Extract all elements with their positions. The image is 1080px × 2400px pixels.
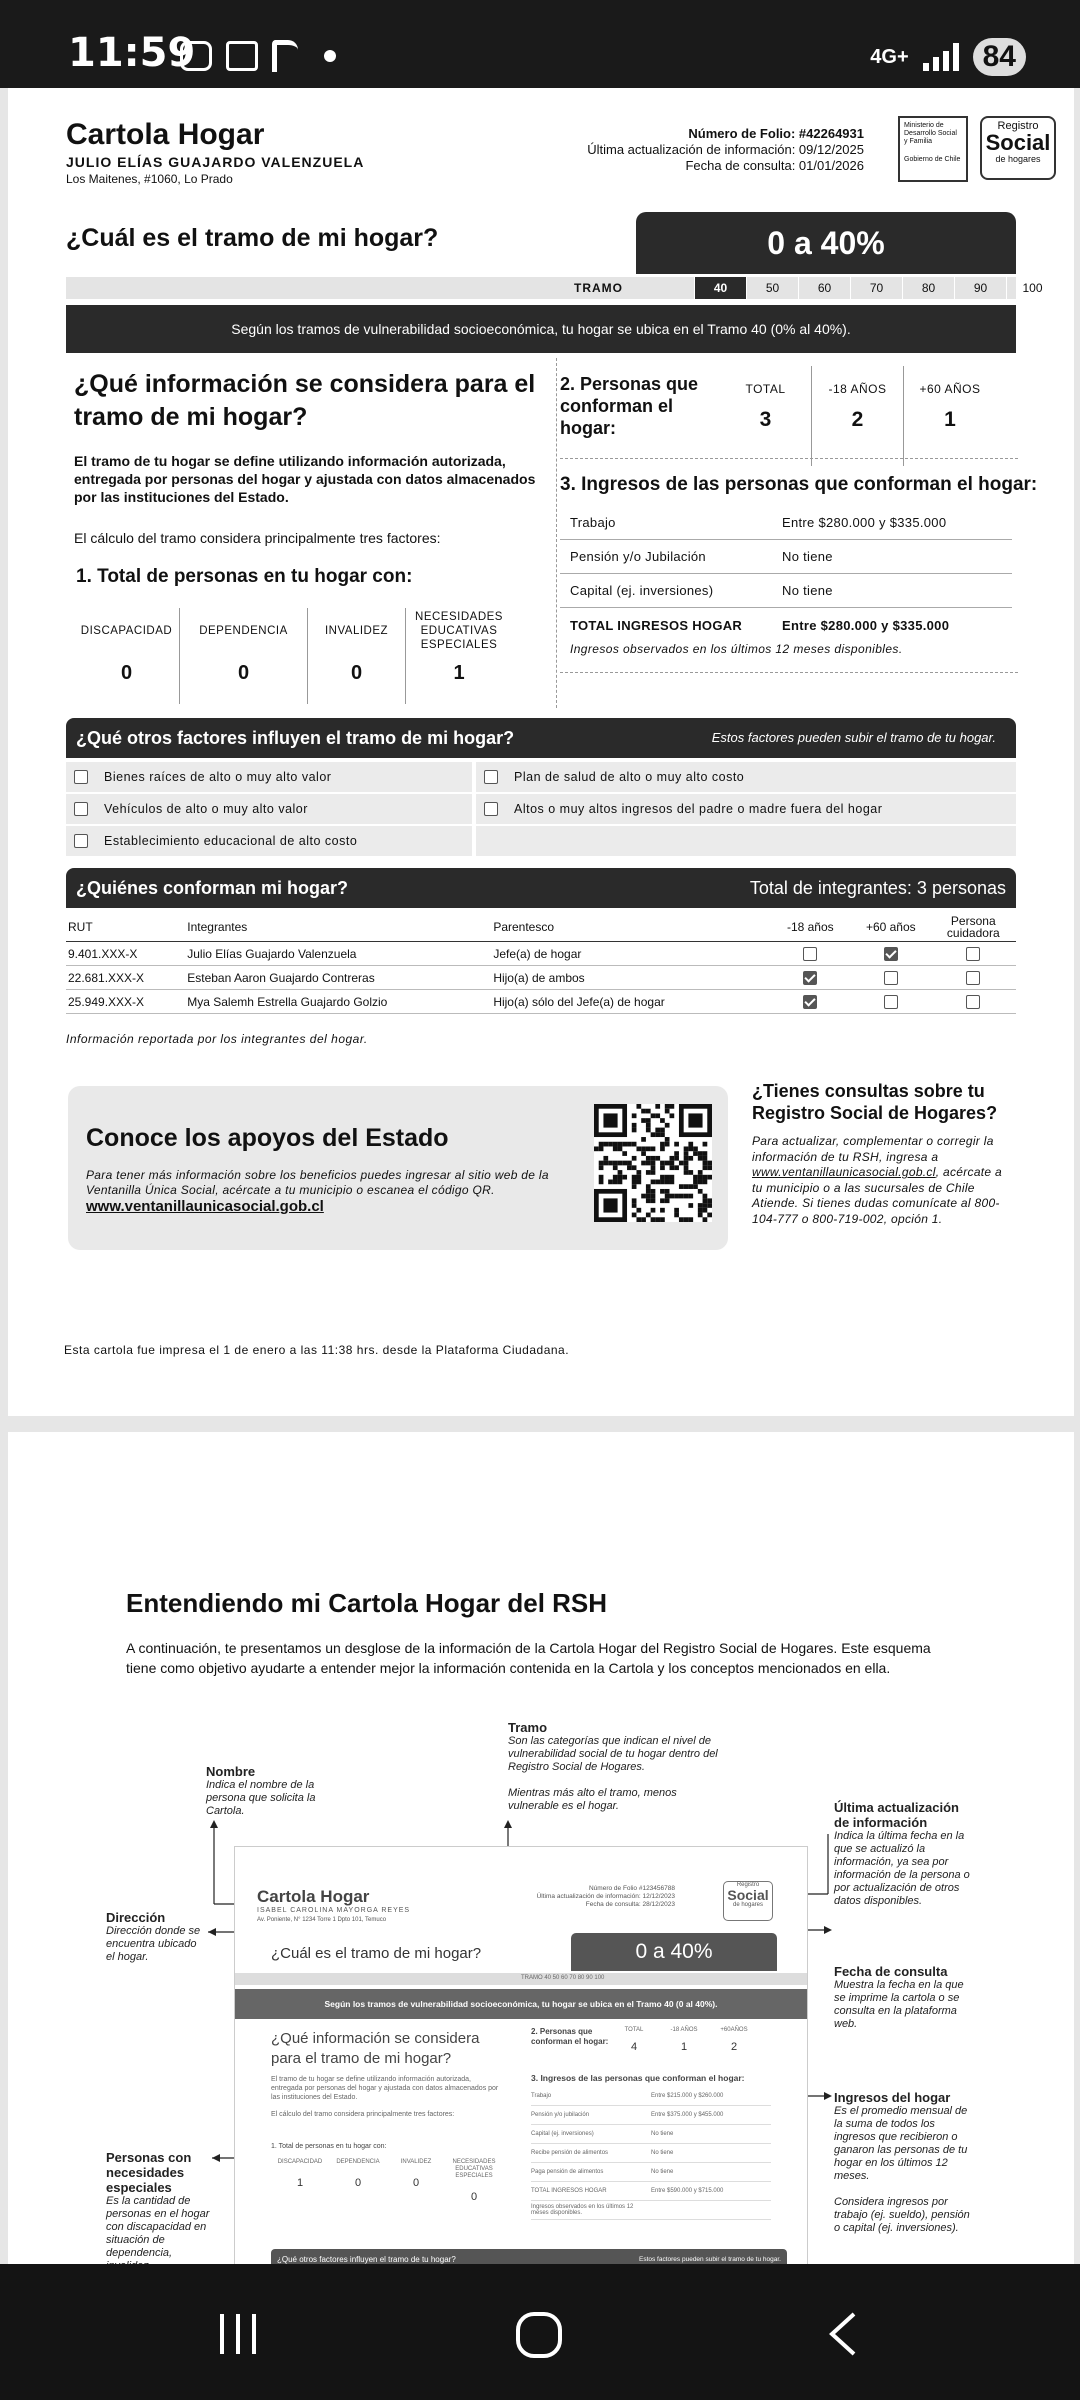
members-table-head [66, 912, 1016, 942]
personas-column: -18 AÑOS 2 [812, 366, 904, 466]
tramo-label: TRAMO [574, 281, 623, 295]
members-column-header: -18 años [786, 919, 834, 934]
example-ingreso-row: Paga pensión de alimentos No tiene [531, 2163, 771, 2182]
personas-heading: 2. Personas que conforman el hogar: [560, 374, 699, 438]
battery-level: 84 [973, 38, 1026, 76]
guide-intro: A continuación, te presentamos un desglose de la información de la Cartola Hogar del Registro Social de Hogares. Este esquema tiene como objetivo ayudarte a entender mejor la información contenida en la Cartola y los conceptos mencionados en ella. [126, 1640, 931, 1676]
back-button[interactable] [824, 2310, 864, 2358]
more-notifications-dot [324, 50, 336, 62]
example-cartola: Cartola Hogar ISABEL CAROLINA MAYORGA REYES Av. Poniente, N° 1234 Torre 1 Dpto 101, Temuco Número de Folio #123456788 Última actualización de información: 12/12/2023 Fecha de consulta: 28/12/2023 Registro Social de hogares ¿Cuál es el tramo de mi hogar? 0 a 40% TRAMO 40 50 60 70 80 90 100 Según los tramos de vulnerabilidad socioeconómica, tu hogar se ubica en el Tramo 40 (0 al 40%). ¿Qué información se considera para el tramo de mi hogar? El tramo de tu hogar se define utilizando información autorizada, entregada por personas del hogar y ajustada con datos almacenados por las instituciones del Estado. El cálculo del tramo considera principalmente tres factores: 1. Total de personas en tu hogar con: DISCAPACIDAD 1 DEPENDENCIA 0 INVALIDEZ 0 NECESIDADES EDUCATIVAS ESPECIALES 0 2. Personas que conforman el hogar: TOTAL 4 -18 AÑOS 1 +60AÑOS 2 3. Ingresos de las personas que conforman el hogar: Trabajo Entre $215.000 y $260.000 Pensión y/o jubilación Entre $375.000 y $455.000 Capital (ej. inversiones) No tiene Recibe pensión de alimentos No tiene Paga pensión de alimentos No tiene TOTAL INGRESOS HOGAR Entre $590.000 y $715.000 Ingresos observados en los últimos 12 meses disponibles. ¿Qué otros factores influyen el tramo de tu hogar? Estos factores pueden subir el tramo de tu hogar. [234, 1846, 808, 2276]
consultas-box [752, 1080, 1012, 1227]
checkbox [803, 995, 817, 1009]
logos [898, 116, 1056, 182]
signal-icon [923, 43, 959, 71]
example-ingreso-row: Pensión y/o jubilación Entre $375.000 y $455.000 [531, 2106, 771, 2125]
personas-column: +60 AÑOS 1 [919, 382, 981, 431]
members-header: ¿Quiénes conforman mi hogar? Total de integrantes: 3 personas [66, 868, 1016, 908]
consult-date: Fecha de consulta: 01/01/2026 [685, 158, 864, 173]
printed-note: Esta cartola fue impresa el 1 de enero a las 11:38 hrs. desde la Plataforma Ciudadana. [64, 1343, 570, 1357]
checkbox [966, 995, 980, 1009]
folio-number: Número de Folio: #42264931 [688, 126, 864, 141]
ingresos-row: Capital (ej. inversiones) No tiene [560, 574, 1012, 608]
otros-factors [66, 762, 1016, 858]
ingresos-heading: 3. Ingresos de las personas que conforman el hogar: [560, 474, 1038, 495]
factor-bienes: Bienes raíces de alto o muy alto valor [66, 762, 472, 792]
tramo-cells [694, 277, 1058, 299]
tramo-value: 0 a 40% [636, 212, 1016, 274]
factor-educacional: Establecimiento educacional de alto costo [66, 826, 472, 856]
table-row: 25.949.XXX-X Mya Salemh Estrella Guajardo Golzio Hijo(a) sólo del Jefe(a) de hogar [66, 990, 1016, 1014]
tiktok-icon [272, 40, 298, 72]
example-ingreso-row: Ingresos observados en los últimos 12 meses disponibles. [531, 2201, 771, 2220]
checkbox [884, 947, 898, 961]
tramo-banner: Según los tramos de vulnerabilidad socioeconómica, tu hogar se ubica en el Tramo 40 (0% al 40%). [66, 305, 1016, 353]
consultas-text: Para actualizar, complementar o corregir la información de tu RSH, ingresa a www.ventanillaunicasocial.gob.cl, acércate a tu municipio o a las sucursales de Chile Atiende. Si tienes dudas comunícate al 800-104-777 o 800-719-002, opción 1. [752, 1134, 1003, 1226]
example-factor: NECESIDADES EDUCATIVAS ESPECIALES 0 [452, 2159, 496, 2203]
ann-tramo: Tramo Son las categorías que indican el nivel de vulnerabilidad social de tu hogar dentro del Registro Social de Hogares. Mientras más alto el tramo, menos vulnerable es el hogar. [508, 1720, 718, 1812]
gov-logo: Ministerio de Desarrollo Social y Familia Gobierno de Chile [898, 116, 968, 182]
members-table [66, 912, 1016, 1014]
tramo-scale [66, 277, 1043, 299]
checkbox [966, 947, 980, 961]
rsh-logo: Registro Social de hogares [980, 116, 1056, 180]
consultas-link[interactable]: www.ventanillaunicasocial.gob.cl [752, 1165, 936, 1179]
status-bar [0, 0, 1080, 88]
example-ingreso-row: Capital (ej. inversiones) No tiene [531, 2125, 771, 2144]
ann-ingresos: Ingresos del hogar Es el promedio mensual de la suma de todos los ingresos que recibieron o ganaron las personas de tu hogar en los últimos 12 meses. Considera ingresos por trabajo (ej. sueldo), pensión o capital (ej. inversiones). [834, 2090, 970, 2234]
example-personas: +60AÑOS 2 [720, 2027, 748, 2053]
folio-info [587, 126, 864, 174]
checkbox [803, 947, 817, 961]
navigation-bar [0, 2264, 1080, 2400]
ingresos-row: Pensión y/o Jubilación No tiene [560, 540, 1012, 574]
tramo-cell: 70 [850, 277, 902, 299]
ann-nombre: Nombre Indica el nombre de la persona que solicita la Cartola. [206, 1764, 316, 1817]
holder-address: Los Maitenes, #1060, Lo Prado [66, 172, 233, 186]
tramo-question: ¿Cuál es el tramo de mi hogar? [66, 224, 439, 252]
status-time: 11:59 [68, 30, 196, 76]
tramo-cell: 60 [798, 277, 850, 299]
ann-personas: Personas con necesidades especiales Es la cantidad de personas en el hogar con discapacidad en situación de dependencia, [106, 2150, 210, 2259]
checkbox [803, 971, 817, 985]
example-personas: -18 AÑOS 1 [670, 2027, 698, 2053]
tramo-cell: 40 [694, 277, 746, 299]
table-row: 9.401.XXX-X Julio Elías Guajardo Valenzuela Jefe(a) de hogar [66, 942, 1016, 966]
personas-table [720, 366, 996, 466]
example-factor: DISCAPACIDAD 1 [277, 2159, 323, 2189]
recent-apps-button[interactable] [214, 2310, 262, 2358]
factor-vehiculos: Vehículos de alto o muy alto valor [66, 794, 472, 824]
guide-title: Entendiendo mi Cartola Hogar del RSH [126, 1588, 608, 1618]
members-column-header: Persona cuidadora [946, 913, 1000, 940]
total-heading: 1. Total de personas en tu hogar con: [76, 566, 413, 587]
tramo-cell: 100 [1006, 277, 1058, 299]
otros-header: ¿Qué otros factores influyen el tramo de mi hogar? Estos factores pueden subir el tramo de tu hogar. [66, 718, 1016, 758]
example-personas: TOTAL 4 [624, 2027, 644, 2053]
example-ingreso-row: Recibe pensión de alimentos No tiene [531, 2144, 771, 2163]
instagram-icon [180, 41, 212, 71]
apoyos-box [68, 1086, 728, 1250]
tramo-cell: 50 [746, 277, 798, 299]
factor-salud: Plan de salud de alto o muy alto costo [476, 762, 1016, 792]
members-note: Información reportada por los integrantes del hogar. [66, 1032, 368, 1046]
apoyos-text: Para tener más información sobre los beneficios puedes ingresar al sitio web de la Ventanilla Única Social, acércate a tu municipio o escanea el código QR. [86, 1168, 549, 1197]
home-button[interactable] [514, 2310, 566, 2362]
info-text: El tramo de tu hogar se define utilizando información autorizada, entregada por personas del hogar y ajustada con datos almacenados por las instituciones del Estado. [74, 453, 536, 505]
tramo-cell: 90 [954, 277, 1006, 299]
table-row: 22.681.XXX-X Esteban Aaron Guajardo Contreras Hijo(a) de ambos [66, 966, 1016, 990]
example-folio: Número de Folio #123456788 Última actualización de información: 12/12/2023 Fecha de consulta: 28/12/2023 [536, 1885, 675, 1908]
example-rsh-logo: Registro Social de hogares [723, 1881, 773, 1921]
factor-column: INVALIDEZ 0 [308, 608, 406, 704]
cartola-page [8, 88, 1074, 1416]
apoyos-link[interactable]: www.ventanillaunicasocial.gob.cl [86, 1198, 324, 1215]
ann-direccion: Dirección Dirección donde se encuentra ubicado el hogar. [106, 1910, 201, 1963]
ingresos-table [560, 506, 1012, 656]
calc-text: El cálculo del tramo considera principalmente tres factores: [74, 530, 441, 546]
factor-ingresos-padres: Altos o muy altos ingresos del padre o madre fuera del hogar [476, 794, 1016, 824]
example-factor: INVALIDEZ 0 [400, 2159, 432, 2189]
example-ingreso-row: Trabajo Entre $215.000 y $260.000 [531, 2087, 771, 2106]
example-factor: DEPENDENCIA 0 [336, 2159, 380, 2189]
apoyos-heading: Conoce los apoyos del Estado [86, 1124, 449, 1152]
members-column-header: Integrantes [187, 919, 248, 934]
checkbox [884, 995, 898, 1009]
ann-fecha: Fecha de consulta Muestra la fecha en la que se imprime la cartola o se consulta en la plataforma web. [834, 1964, 964, 2030]
checkbox [884, 971, 898, 985]
info-heading: ¿Qué información se considera para el tramo de mi hogar? [74, 370, 536, 431]
factors-table [74, 608, 512, 704]
tramo-cell: 80 [902, 277, 954, 299]
holder-name: JULIO ELÍAS GUAJARDO VALENZUELA [66, 154, 365, 170]
network-type: 4G+ [870, 45, 909, 68]
guide-page [8, 1432, 1074, 2264]
example-ingreso-row: TOTAL INGRESOS HOGAR Entre $590.000 y $715.000 [531, 2182, 771, 2201]
members-column-header: Parentesco [493, 919, 555, 934]
qr-code [594, 1104, 712, 1222]
members-column-header: RUT [68, 919, 93, 934]
ann-ultima: Última actualización de información Indica la última fecha en la que se actualizó la información, ya sea por información de la persona o por actualización de otros datos disponibles. [834, 1800, 970, 1907]
checkbox [966, 971, 980, 985]
members-column-header: +60 años [865, 919, 916, 934]
status-right [870, 38, 1026, 76]
consultas-heading: ¿Tienes consultas sobre tu Registro Social de Hogares? [752, 1081, 998, 1123]
factor-column: NECESIDADES EDUCATIVAS ESPECIALES 1 [415, 611, 503, 684]
factor-column: DEPENDENCIA 0 [180, 608, 308, 704]
voicemail-icon [226, 41, 258, 71]
personas-column: TOTAL 3 [720, 366, 812, 466]
last-update: Última actualización de información: 09/12/2025 [587, 142, 864, 157]
factor-column: DISCAPACIDAD 0 [74, 608, 180, 704]
notification-icons [180, 40, 336, 72]
ingresos-row: Trabajo Entre $280.000 y $335.000 [560, 506, 1012, 540]
cartola-title: Cartola Hogar [66, 118, 265, 151]
ingresos-total-row: TOTAL INGRESOS HOGAR Entre $280.000 y $335.000 [570, 617, 950, 633]
ingresos-note: Ingresos observados en los últimos 12 meses disponibles. [570, 642, 903, 656]
